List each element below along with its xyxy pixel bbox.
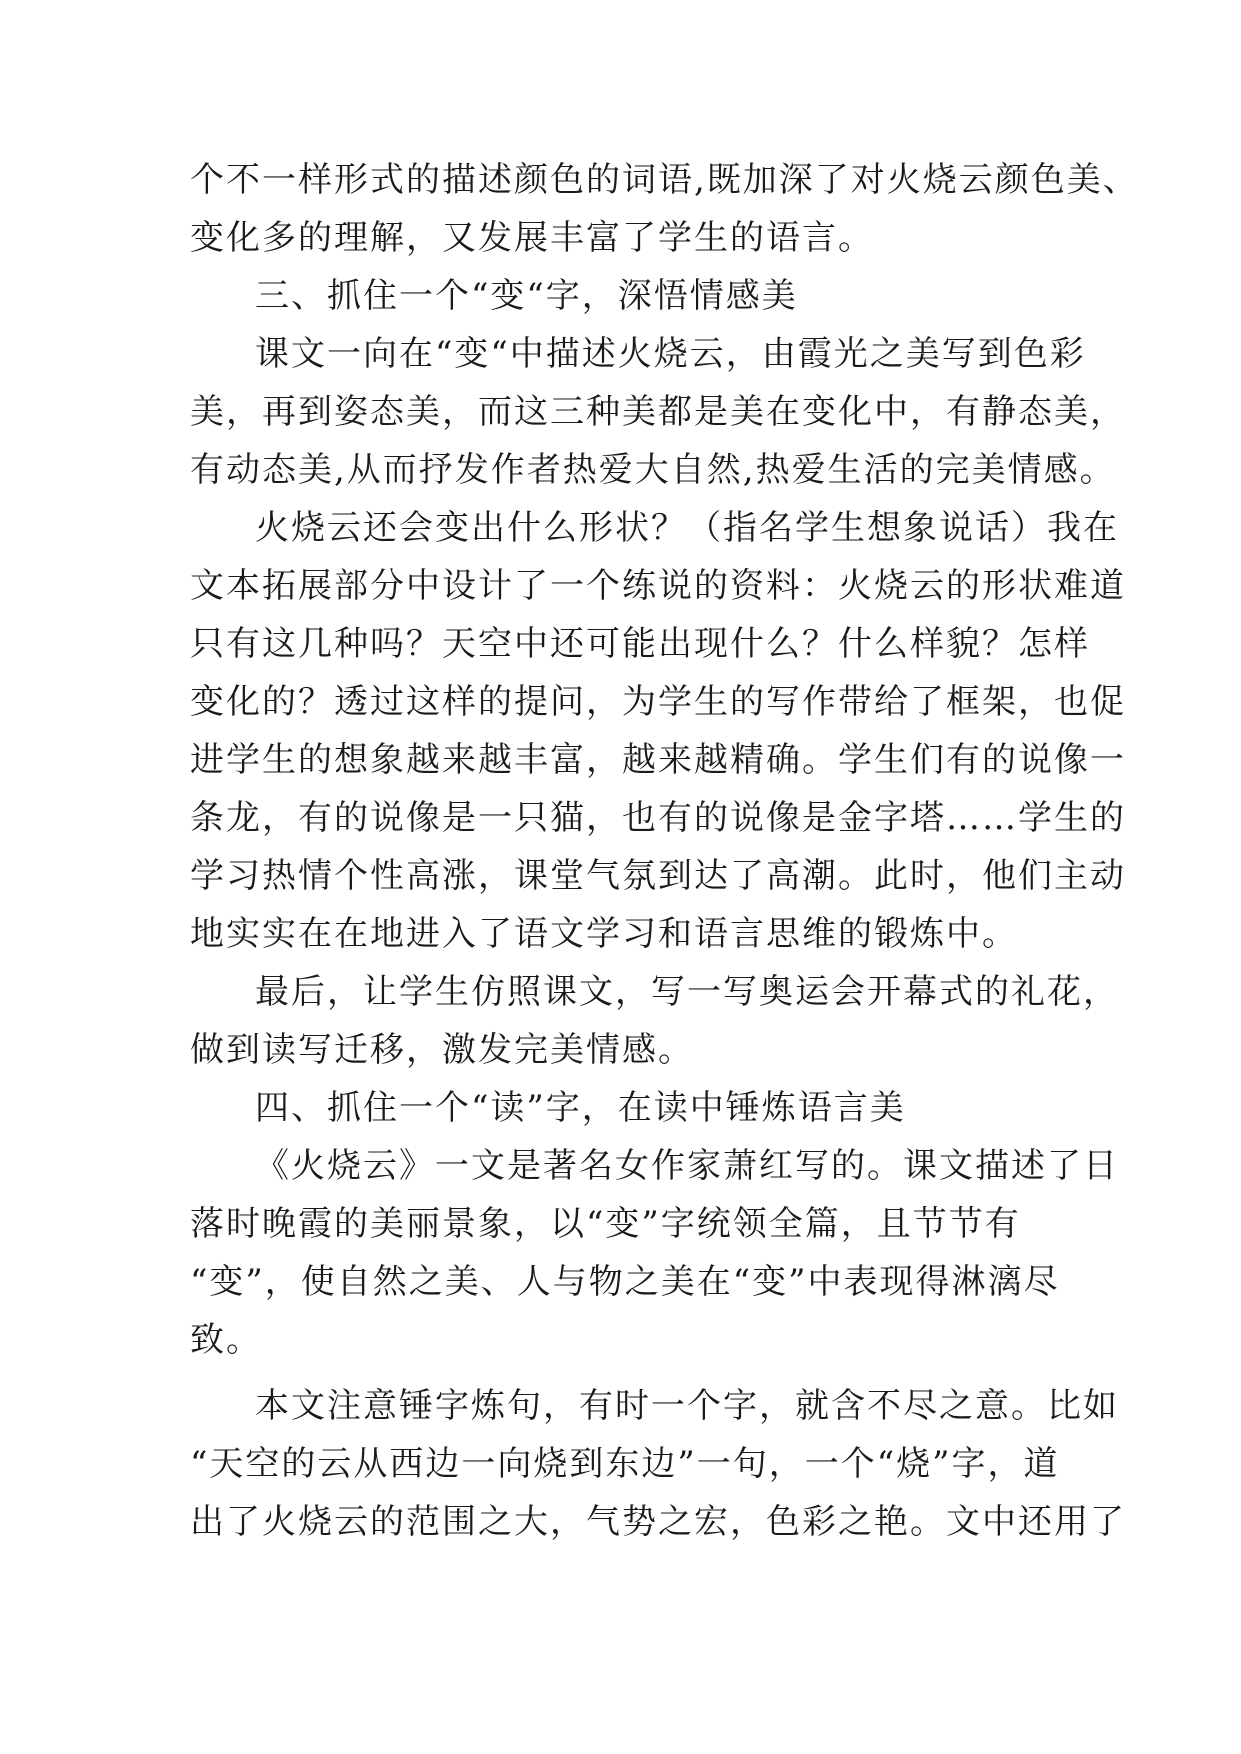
- text-line: 《火烧云》一文是著名女作家萧红写的。课文描述了日: [255, 1146, 1119, 1186]
- text-line: 个不一样形式的描述颜色的词语,既加深了对火烧云颜色美、: [190, 160, 1139, 200]
- section-heading: 三、抓住一个“变“字，深悟情感美: [255, 276, 798, 316]
- text-line: 致。: [190, 1320, 262, 1360]
- text-line: 美，再到姿态美，而这三种美都是美在变化中，有静态美，: [190, 392, 1126, 432]
- text-line: 出了火烧云的范围之大，气势之宏，色彩之艳。文中还用了: [190, 1502, 1126, 1542]
- text-line: “天空的云从西边一向烧到东边”一句，一个“烧”字，道: [190, 1444, 1060, 1484]
- text-line: 地实实在在地进入了语文学习和语言思维的锻炼中。: [190, 914, 1018, 954]
- text-line: 学习热情个性高涨，课堂气氛到达了高潮。此时，他们主动: [190, 856, 1126, 896]
- section-heading: 四、抓住一个“读”字，在读中锤炼语言美: [255, 1088, 906, 1128]
- text-line: 火烧云还会变出什么形状？（指名学生想象说话）我在: [255, 508, 1119, 548]
- text-line: 文本拓展部分中设计了一个练说的资料：火烧云的形状难道: [190, 566, 1126, 606]
- text-line: 条龙，有的说像是一只猫，也有的说像是金字塔……学生的: [190, 798, 1126, 838]
- text-line: 有动态美,从而抒发作者热爱大自然,热爱生活的完美情感。: [190, 450, 1116, 490]
- text-line: 最后，让学生仿照课文，写一写奥运会开幕式的礼花，: [255, 972, 1119, 1012]
- text-line: 课文一向在“变“中描述火烧云，由霞光之美写到色彩: [255, 334, 1086, 374]
- text-line: 只有这几种吗？天空中还可能出现什么？什么样貌？怎样: [190, 624, 1090, 664]
- text-line: 落时晚霞的美丽景象，以“变”字统领全篇，且节节有: [190, 1204, 1021, 1244]
- text-line: 变化多的理解，又发展丰富了学生的语言。: [190, 218, 874, 258]
- text-line: 进学生的想象越来越丰富，越来越精确。学生们有的说像一: [190, 740, 1126, 780]
- text-line: “变”，使自然之美、人与物之美在“变”中表现得淋漓尽: [190, 1262, 1060, 1302]
- text-line: 变化的？透过这样的提问，为学生的写作带给了框架，也促: [190, 682, 1126, 722]
- text-line: 本文注意锤字炼句，有时一个字，就含不尽之意。比如: [255, 1386, 1119, 1426]
- text-line: 做到读写迁移，激发完美情感。: [190, 1030, 694, 1070]
